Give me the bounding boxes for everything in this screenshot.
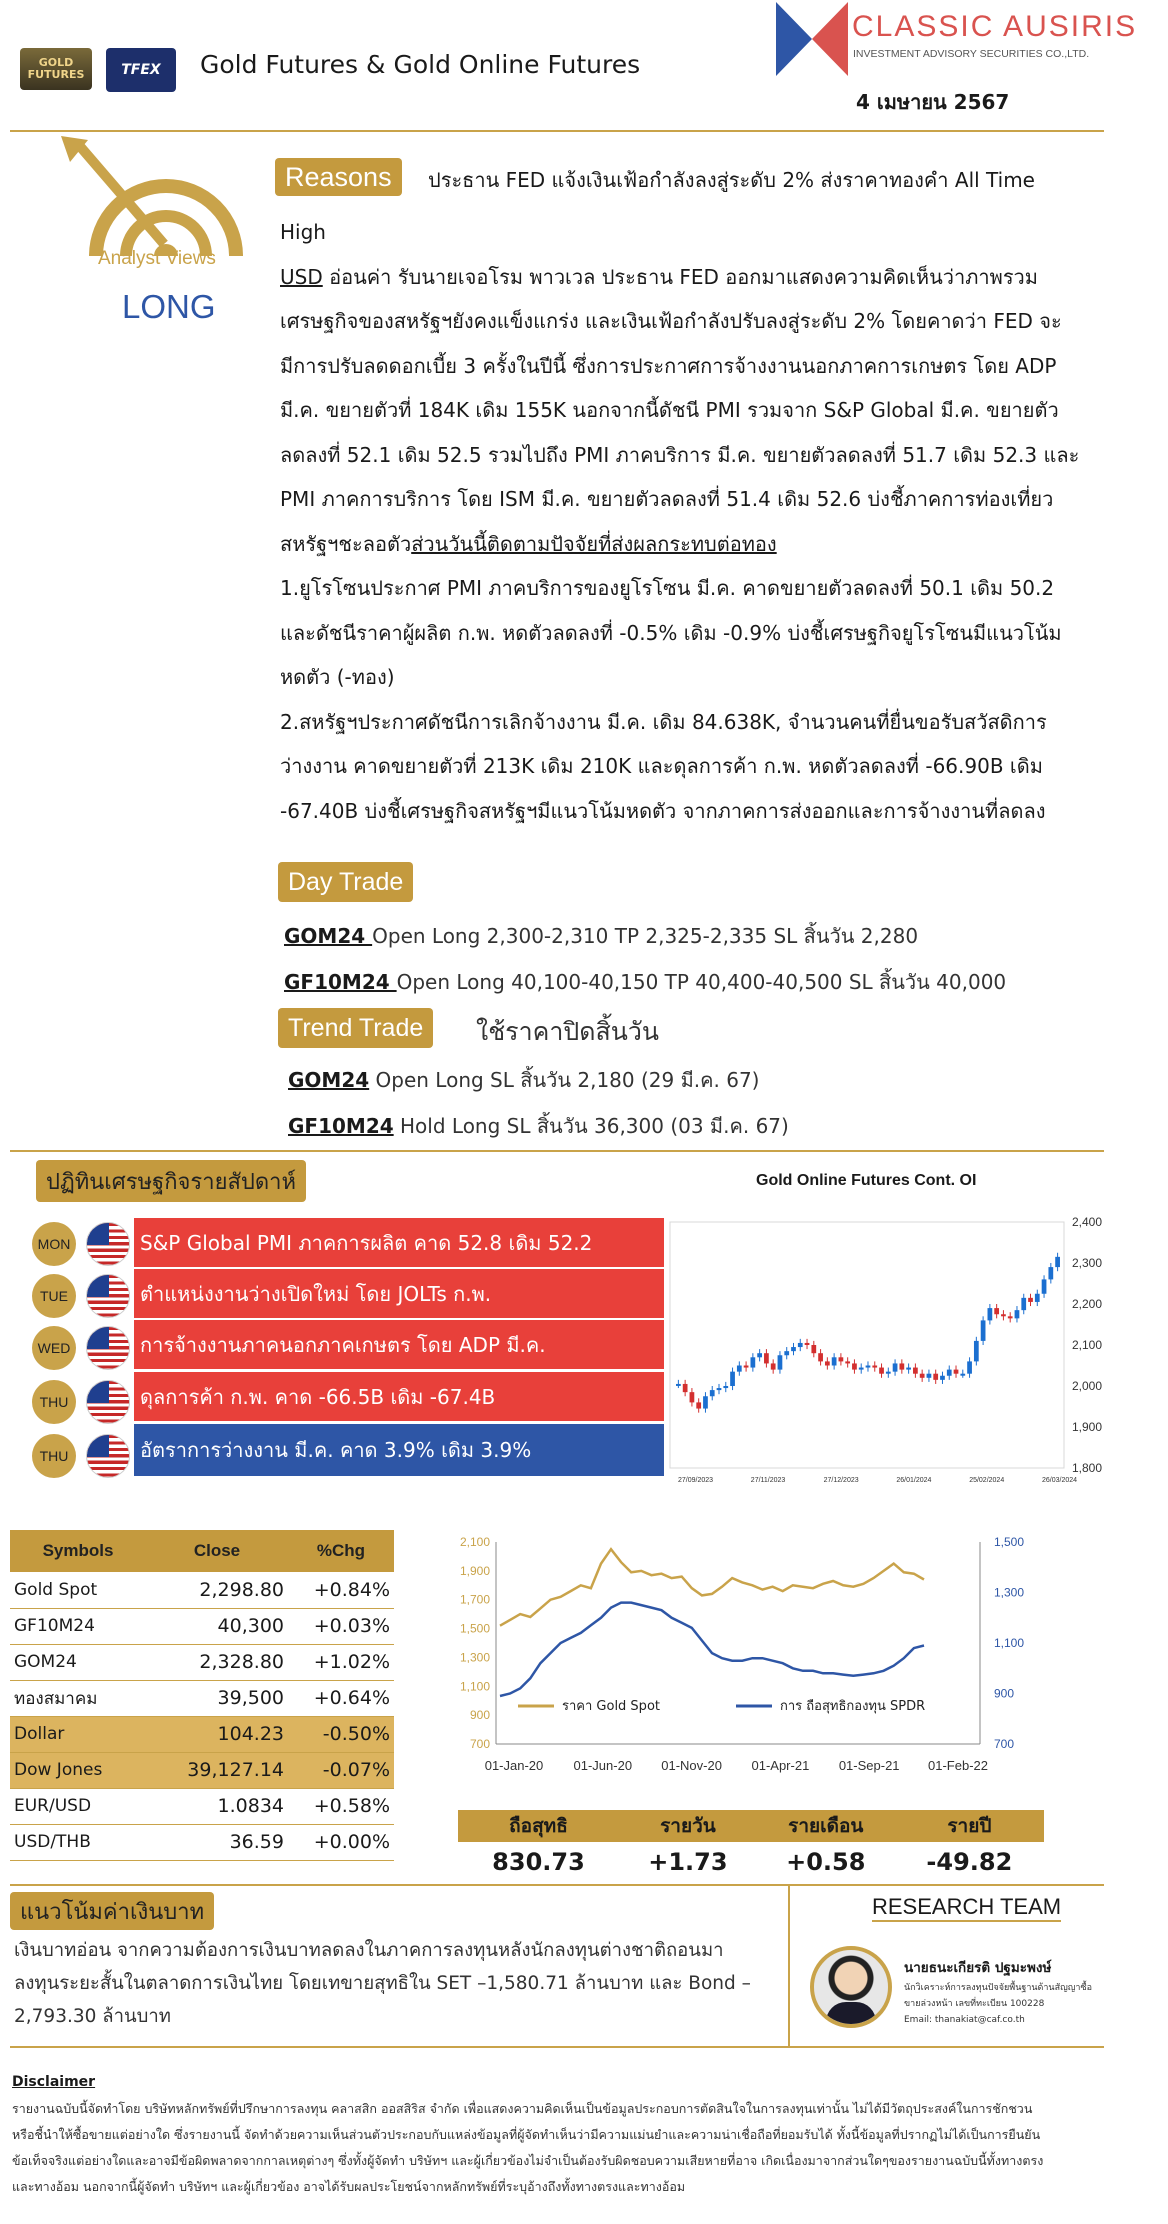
candle — [710, 1390, 715, 1396]
research-team-title: RESEARCH TEAM — [872, 1894, 1061, 1922]
candle — [893, 1363, 898, 1371]
day-wed: WED — [32, 1326, 76, 1370]
y-tick-label: 2,100 — [1072, 1338, 1103, 1352]
candle — [1042, 1279, 1047, 1293]
analyst-avatar — [810, 1946, 892, 2028]
cell-close: 39,500 — [146, 1680, 288, 1716]
candle — [960, 1374, 965, 1376]
net-holdings-header: ถือสุทธิ รายวัน รายเดือน รายปี — [458, 1810, 1044, 1842]
y-tick-label: 2,400 — [1072, 1215, 1103, 1229]
day-trade-gom24: GOM24 Open Long 2,300-2,310 TP 2,325-2,335 SL สิ้นวัน 2,280 — [284, 924, 919, 948]
baht-body: เงินบาทอ่อน จากความต้องการเงินบาทลดลงในภาคการลงทุนหลังนักลงทุนต่างชาติถอนมา ลงทุนระยะสั้นในตลาดการเงินไทย โดยเทขายสุทธิใน SET –1,580.71 ล้านบาท และ Bond – 2,793.30 ล้านบาท — [14, 1940, 751, 2027]
candle — [730, 1372, 735, 1386]
candle — [845, 1361, 850, 1363]
gold-futures-chart — [664, 1206, 1104, 1506]
candle — [798, 1343, 803, 1347]
cell-sym: USD/THB — [10, 1824, 146, 1860]
y-left-tick-label: 1,300 — [459, 1650, 490, 1665]
cell-chg: +0.84% — [288, 1572, 394, 1608]
analyst-views-label: Analyst Views — [98, 248, 216, 269]
cell-sym: Dow Jones — [10, 1752, 146, 1788]
table-row — [10, 1824, 394, 1860]
x-tick-label: 01-Apr-21 — [751, 1758, 810, 1773]
candle — [839, 1357, 844, 1361]
day-trade-gf10m24: GF10M24 Open Long 40,100-40,150 TP 40,400-40,500 SL สิ้นวัน 40,000 — [284, 970, 1007, 994]
candle — [818, 1353, 823, 1361]
header-divider — [10, 130, 1104, 132]
net-holdings-table — [458, 1810, 1044, 1882]
brand-name: CLASSIC AUSIRIS — [852, 10, 1138, 43]
cell-chg: +1.02% — [288, 1644, 394, 1680]
candle — [791, 1347, 796, 1351]
cell-sym: Gold Spot — [10, 1572, 146, 1608]
us-flag-icon — [86, 1434, 130, 1478]
y-left-tick-label: 1,700 — [459, 1592, 490, 1607]
candle — [940, 1376, 945, 1380]
candle — [886, 1372, 891, 1374]
col-close: Close — [146, 1530, 288, 1572]
candle — [1035, 1294, 1040, 1302]
gold-futures-logo: GOLD FUTURES — [20, 48, 92, 90]
candle — [866, 1366, 871, 1368]
candle — [933, 1374, 938, 1380]
y-right-tick-label: 900 — [994, 1686, 1015, 1701]
x-tick-label: 01-Sep-21 — [838, 1758, 900, 1773]
y-left-tick-label: 2,100 — [459, 1535, 490, 1549]
candle — [750, 1357, 755, 1367]
x-tick-label: 27/11/2023 — [750, 1477, 786, 1484]
candle — [1008, 1316, 1013, 1318]
candle — [954, 1370, 959, 1374]
candle — [717, 1388, 722, 1390]
page-title: Gold Futures & Gold Online Futures — [200, 50, 641, 79]
gold-spdr-chart — [440, 1520, 1040, 1780]
candle — [703, 1396, 708, 1408]
y-tick-label: 2,000 — [1072, 1379, 1103, 1393]
candle — [872, 1366, 877, 1368]
candle — [811, 1345, 816, 1353]
cell-sym: EUR/USD — [10, 1788, 146, 1824]
cell-sym: Dollar — [10, 1716, 146, 1752]
y-right-tick-label: 700 — [994, 1737, 1015, 1751]
cell-sym: GOM24 — [10, 1644, 146, 1680]
x-tick-label: 01-Jun-20 — [573, 1758, 633, 1773]
baht-title: แนวโน้มค่าเงินบาท — [10, 1892, 214, 1930]
y-left-tick-label: 900 — [469, 1708, 490, 1723]
candle — [737, 1366, 742, 1372]
y-left-tick-label: 1,100 — [459, 1679, 490, 1694]
col-chg: %Chg — [288, 1530, 394, 1572]
cell-close: 36.59 — [146, 1824, 288, 1860]
us-flag-icon — [86, 1380, 130, 1424]
candle — [947, 1370, 952, 1376]
us-flag-icon — [86, 1274, 130, 1318]
trend-trade-note: ใช้ราคาปิดสิ้นวัน — [476, 1017, 659, 1046]
series-line — [500, 1603, 924, 1696]
candle — [927, 1374, 932, 1378]
x-tick-label: 27/09/2023 — [678, 1477, 714, 1484]
cell-close: 1.0834 — [146, 1788, 288, 1824]
y-tick-label: 1,900 — [1072, 1420, 1103, 1434]
table-row — [10, 1680, 394, 1716]
x-tick-label: 27/12/2023 — [823, 1477, 859, 1484]
table-row — [10, 1788, 394, 1824]
day-thu: THU — [32, 1434, 76, 1478]
col-symbols: Symbols — [10, 1530, 146, 1572]
candle — [967, 1361, 972, 1373]
research-role: นักวิเคราะห์การลงทุนปัจจัยพื้นฐานด้านสัญญาซื้อ ขายล่วงหน้า เลขที่ทะเบียน 100228 Email: thanakiat@caf.co.th — [904, 1983, 1092, 2025]
y-right-tick-label: 1,500 — [994, 1535, 1025, 1549]
cell-chg: +0.03% — [288, 1608, 394, 1644]
legend-label: ราคา Gold Spot — [562, 1699, 660, 1714]
net-holdings-values: 830.73 +1.73 +0.58 -49.82 — [492, 1848, 1013, 1876]
trend-trade-gom24: GOM24 Open Long SL สิ้นวัน 2,180 (29 มี.ค. 67) — [288, 1068, 760, 1092]
x-tick-label: 01-Feb-22 — [928, 1758, 988, 1773]
cell-close: 104.23 — [146, 1716, 288, 1752]
tfex-logo: TFEX — [106, 48, 176, 92]
section-divider — [10, 1150, 1104, 1152]
cell-close: 2,328.80 — [146, 1644, 288, 1680]
reasons-headline: ประธาน FED แจ้งเงินเฟ้อกำลังลงสู่ระดับ 2% ส่งราคาทองคำ All Time — [428, 168, 1035, 192]
candle — [690, 1392, 695, 1402]
chart-oi-title: Gold Online Futures Cont. OI — [756, 1172, 977, 1189]
report-date: 4 เมษายน 2567 — [856, 90, 1010, 114]
candle — [676, 1384, 681, 1386]
candle — [1001, 1314, 1006, 1316]
candle — [778, 1355, 783, 1369]
disclaimer-body: รายงานฉบับนี้จัดทำโดย บริษัทหลักทรัพย์ที่ปรึกษาการลงทุน คลาสสิก ออสสิริส จำกัด เพื่อแสดงความคิดเห็นเป็นข้อมูลประกอบการตัดสินใจในการลงทุนเท่านั้น ไม่ได้มีวัตถุประสงค์ในการชักชวน หรือชี้นำให้ซื้อขายแต่อย่างใด ซึ่งรายงานนี้ จัดทำด้วยความเห็นส่วนตัวประกอบกับแหล่งข้อมูลที่ผู้จัดทำเห็นว่ามีความแม่นยำและความน่าเชื่อถือที่ยอมรับได้ ทั้งนี้ข้อมูลที่ปรากฏไม่ได้เป็นการยืนยัน ข้อเท็จจริงแต่อย่างใดและอาจมีข้อผิดพลาดจากกาลเหตุต่างๆ ซึ่งทั้งผู้จัดทำ บริษัทฯ และผู้เกี่ยวข้องไม่จำเป็นต้องรับผิดชอบความเสียหายที่อาจ เกิดเนื่องมาจากส่วนใดๆของรายงานฉบับนี้ทั้งทางตรง และทางอ้อม นอกจากนี้ผู้จัดทำ บริษัทฯ และผู้เกี่ยวข้อง อาจได้รับผลประโยชน์จากหลักทรัพย์ที่ระบุอ้างถึงทั้งทางตรงและทางอ้อม — [12, 2101, 1044, 2194]
y-left-tick-label: 1,900 — [459, 1563, 490, 1578]
table-row — [10, 1716, 394, 1752]
candle — [859, 1368, 864, 1370]
candle — [1015, 1310, 1020, 1318]
cell-close: 2,298.80 — [146, 1572, 288, 1608]
table-row — [10, 1572, 394, 1608]
event-thu-unemployment: อัตราการว่างงาน มี.ค. คาด 3.9% เดิม 3.9% — [134, 1424, 664, 1476]
trend-trade-tag: Trend Trade — [278, 1008, 433, 1048]
candle — [1028, 1298, 1033, 1302]
analyst-view-long: LONG — [122, 288, 216, 325]
avatar-suit — [826, 2002, 876, 2028]
event-mon: S&P Global PMI ภาคการผลิต คาด 52.8 เดิม 52.2 — [134, 1218, 664, 1267]
cell-chg: +0.64% — [288, 1680, 394, 1716]
table-row — [10, 1644, 394, 1680]
reasons-tag: Reasons — [275, 158, 402, 196]
y-right-tick-label: 1,100 — [994, 1636, 1025, 1650]
cell-close: 40,300 — [146, 1608, 288, 1644]
plot-frame — [670, 1222, 1064, 1468]
baht-vertical-divider — [788, 1884, 790, 2046]
x-tick-label: 25/02/2024 — [969, 1477, 1005, 1484]
us-flag-icon — [86, 1222, 130, 1266]
y-tick-label: 2,300 — [1072, 1256, 1103, 1270]
y-left-tick-label: 1,500 — [459, 1621, 490, 1636]
y-tick-label: 2,200 — [1072, 1297, 1103, 1311]
weekly-calendar-title: ปฏิทินเศรษฐกิจรายสัปดาห์ — [36, 1160, 306, 1202]
series-line — [500, 1549, 924, 1626]
day-thu: THU — [32, 1380, 76, 1424]
disclaimer-divider — [10, 2046, 1104, 2048]
candle — [988, 1308, 993, 1320]
candle — [771, 1363, 776, 1369]
classic-ausiris-logo-icon — [776, 2, 848, 76]
event-thu-trade: ดุลการค้า ก.พ. คาด -66.5B เดิม -67.4B — [134, 1372, 664, 1421]
cell-chg: +0.58% — [288, 1788, 394, 1824]
candle — [1055, 1257, 1060, 1267]
candle — [784, 1351, 789, 1355]
candle — [899, 1363, 904, 1369]
candle — [994, 1308, 999, 1314]
candle — [744, 1366, 749, 1368]
research-name: นายธนะเกียรติ ปฐมะพงษ์ — [904, 1960, 1052, 1976]
cell-close: 39,127.14 — [146, 1752, 288, 1788]
symbols-table — [10, 1530, 394, 1861]
y-right-tick-label: 1,300 — [994, 1585, 1025, 1600]
baht-divider — [10, 1884, 1104, 1886]
candle — [906, 1368, 911, 1370]
day-trade-tag: Day Trade — [278, 862, 413, 902]
cell-chg: +0.00% — [288, 1824, 394, 1860]
x-tick-label: 26/01/2024 — [896, 1477, 932, 1484]
y-left-tick-label: 700 — [469, 1737, 490, 1751]
candle — [683, 1384, 688, 1392]
candle — [1021, 1298, 1026, 1310]
cell-sym: ทองสมาคม — [10, 1680, 146, 1716]
candle — [757, 1353, 762, 1357]
candle — [723, 1386, 728, 1388]
candle — [825, 1361, 830, 1365]
table-row — [10, 1608, 394, 1644]
candle — [805, 1343, 810, 1345]
candle — [913, 1368, 918, 1374]
candle — [1048, 1267, 1053, 1279]
x-tick-label: 01-Nov-20 — [661, 1758, 722, 1773]
brand-subtitle: INVESTMENT ADVISORY SECURITIES CO.,LTD. — [853, 48, 1090, 60]
y-tick-label: 1,800 — [1072, 1461, 1103, 1475]
cell-chg: -0.50% — [288, 1716, 394, 1752]
day-tue: TUE — [32, 1274, 76, 1318]
us-flag-icon — [86, 1326, 130, 1370]
candle — [879, 1368, 884, 1374]
day-mon: MON — [32, 1222, 76, 1266]
table-row — [10, 1752, 394, 1788]
symbols-header-row — [10, 1530, 394, 1572]
event-tue: ตำแหน่งงานว่างเปิดใหม่ โดย JOLTs ก.พ. — [134, 1269, 664, 1318]
candle — [764, 1353, 769, 1363]
candle — [981, 1320, 986, 1341]
cell-sym: GF10M24 — [10, 1608, 146, 1644]
candle — [852, 1363, 857, 1369]
candle — [920, 1374, 925, 1378]
disclaimer-title: Disclaimer — [12, 2074, 96, 2090]
candle — [832, 1357, 837, 1365]
trend-trade-gf10m24: GF10M24 Hold Long SL สิ้นวัน 36,300 (03 มี.ค. 67) — [288, 1114, 789, 1138]
candle — [696, 1402, 701, 1408]
event-wed: การจ้างงานภาคนอกภาคเกษตร โดย ADP มี.ค. — [134, 1320, 664, 1369]
x-tick-label: 26/03/2024 — [1042, 1477, 1078, 1484]
cell-chg: -0.07% — [288, 1752, 394, 1788]
reasons-body: High USD อ่อนค่า รับนายเจอโรม พาวเวล ประธาน FED ออกมาแสดงความคิดเห็นว่าภาพรวม เศรษฐกิจของสหรัฐฯยังคงแข็งแกร่ง และเงินเฟ้อกำลังปรับลงสู่ระดับ 2% โดยคาดว่า FED จะ มีการปรับลดดอกเบี้ย 3 ครั้งในปีนี้ ซึ่งการประกาศการจ้างงานนอกภาคการเกษตร โดย ADP มี.ค. ขยายตัวที่ 184K เดิม 155K นอกจากนี้ดัชนี PMI รวมจาก S&P Global มี.ค. ขยายตัว ลดลงที่ 52.1 เดิม 52.5 รวมไปถึง PMI ภาคบริการ มี.ค. ขยายตัวลดลงที่ 51.7 เดิม 52.3 และ PMI ภาคการบริการ โดย ISM มี.ค. ขยายตัวลดลงที่ 51.4 เดิม 52.6 บ่งชี้ภาคการท่องเที่ยว สหรัฐฯชะลอตัวส่วนวันนี้ติดตามปัจจัยที่ส่งผลกระทบต่อทอง 1.ยูโรโซนประกาศ PMI ภาคบริการของยูโรโซน มี.ค. คาดขยายตัวลดลงที่ 50.1 เดิม 50.2 และดัชนีราคาผู้ผลิต ก.พ. หดตัวลดลงที่ -0.5% เดิม -0.9% บ่งชี้เศรษฐกิจยูโรโซนมีแนวโน้ม หดตัว (-ทอง) 2.สหรัฐฯประกาศดัชนีการเลิกจ้างงาน มี.ค. เดิม 84.638K, จำนวนคนที่ยื่นขอรับสวัสดิการ ว่างงาน คาดขยายตัวที่ 213K เดิม 210K และดุลการค้า ก.พ. หดตัวลดลงที่ -66.90B เดิม -67.40B บ่งชี้เศรษฐกิจสหรัฐฯมีแนวโน้มหดตัว จากภาคการส่งออกและการจ้างงานที่ลดลง — [280, 220, 1080, 823]
legend-label: การ ถือสุทธิกองทุน SPDR — [780, 1699, 926, 1714]
candle — [974, 1341, 979, 1362]
x-tick-label: 01-Jan-20 — [484, 1758, 544, 1773]
